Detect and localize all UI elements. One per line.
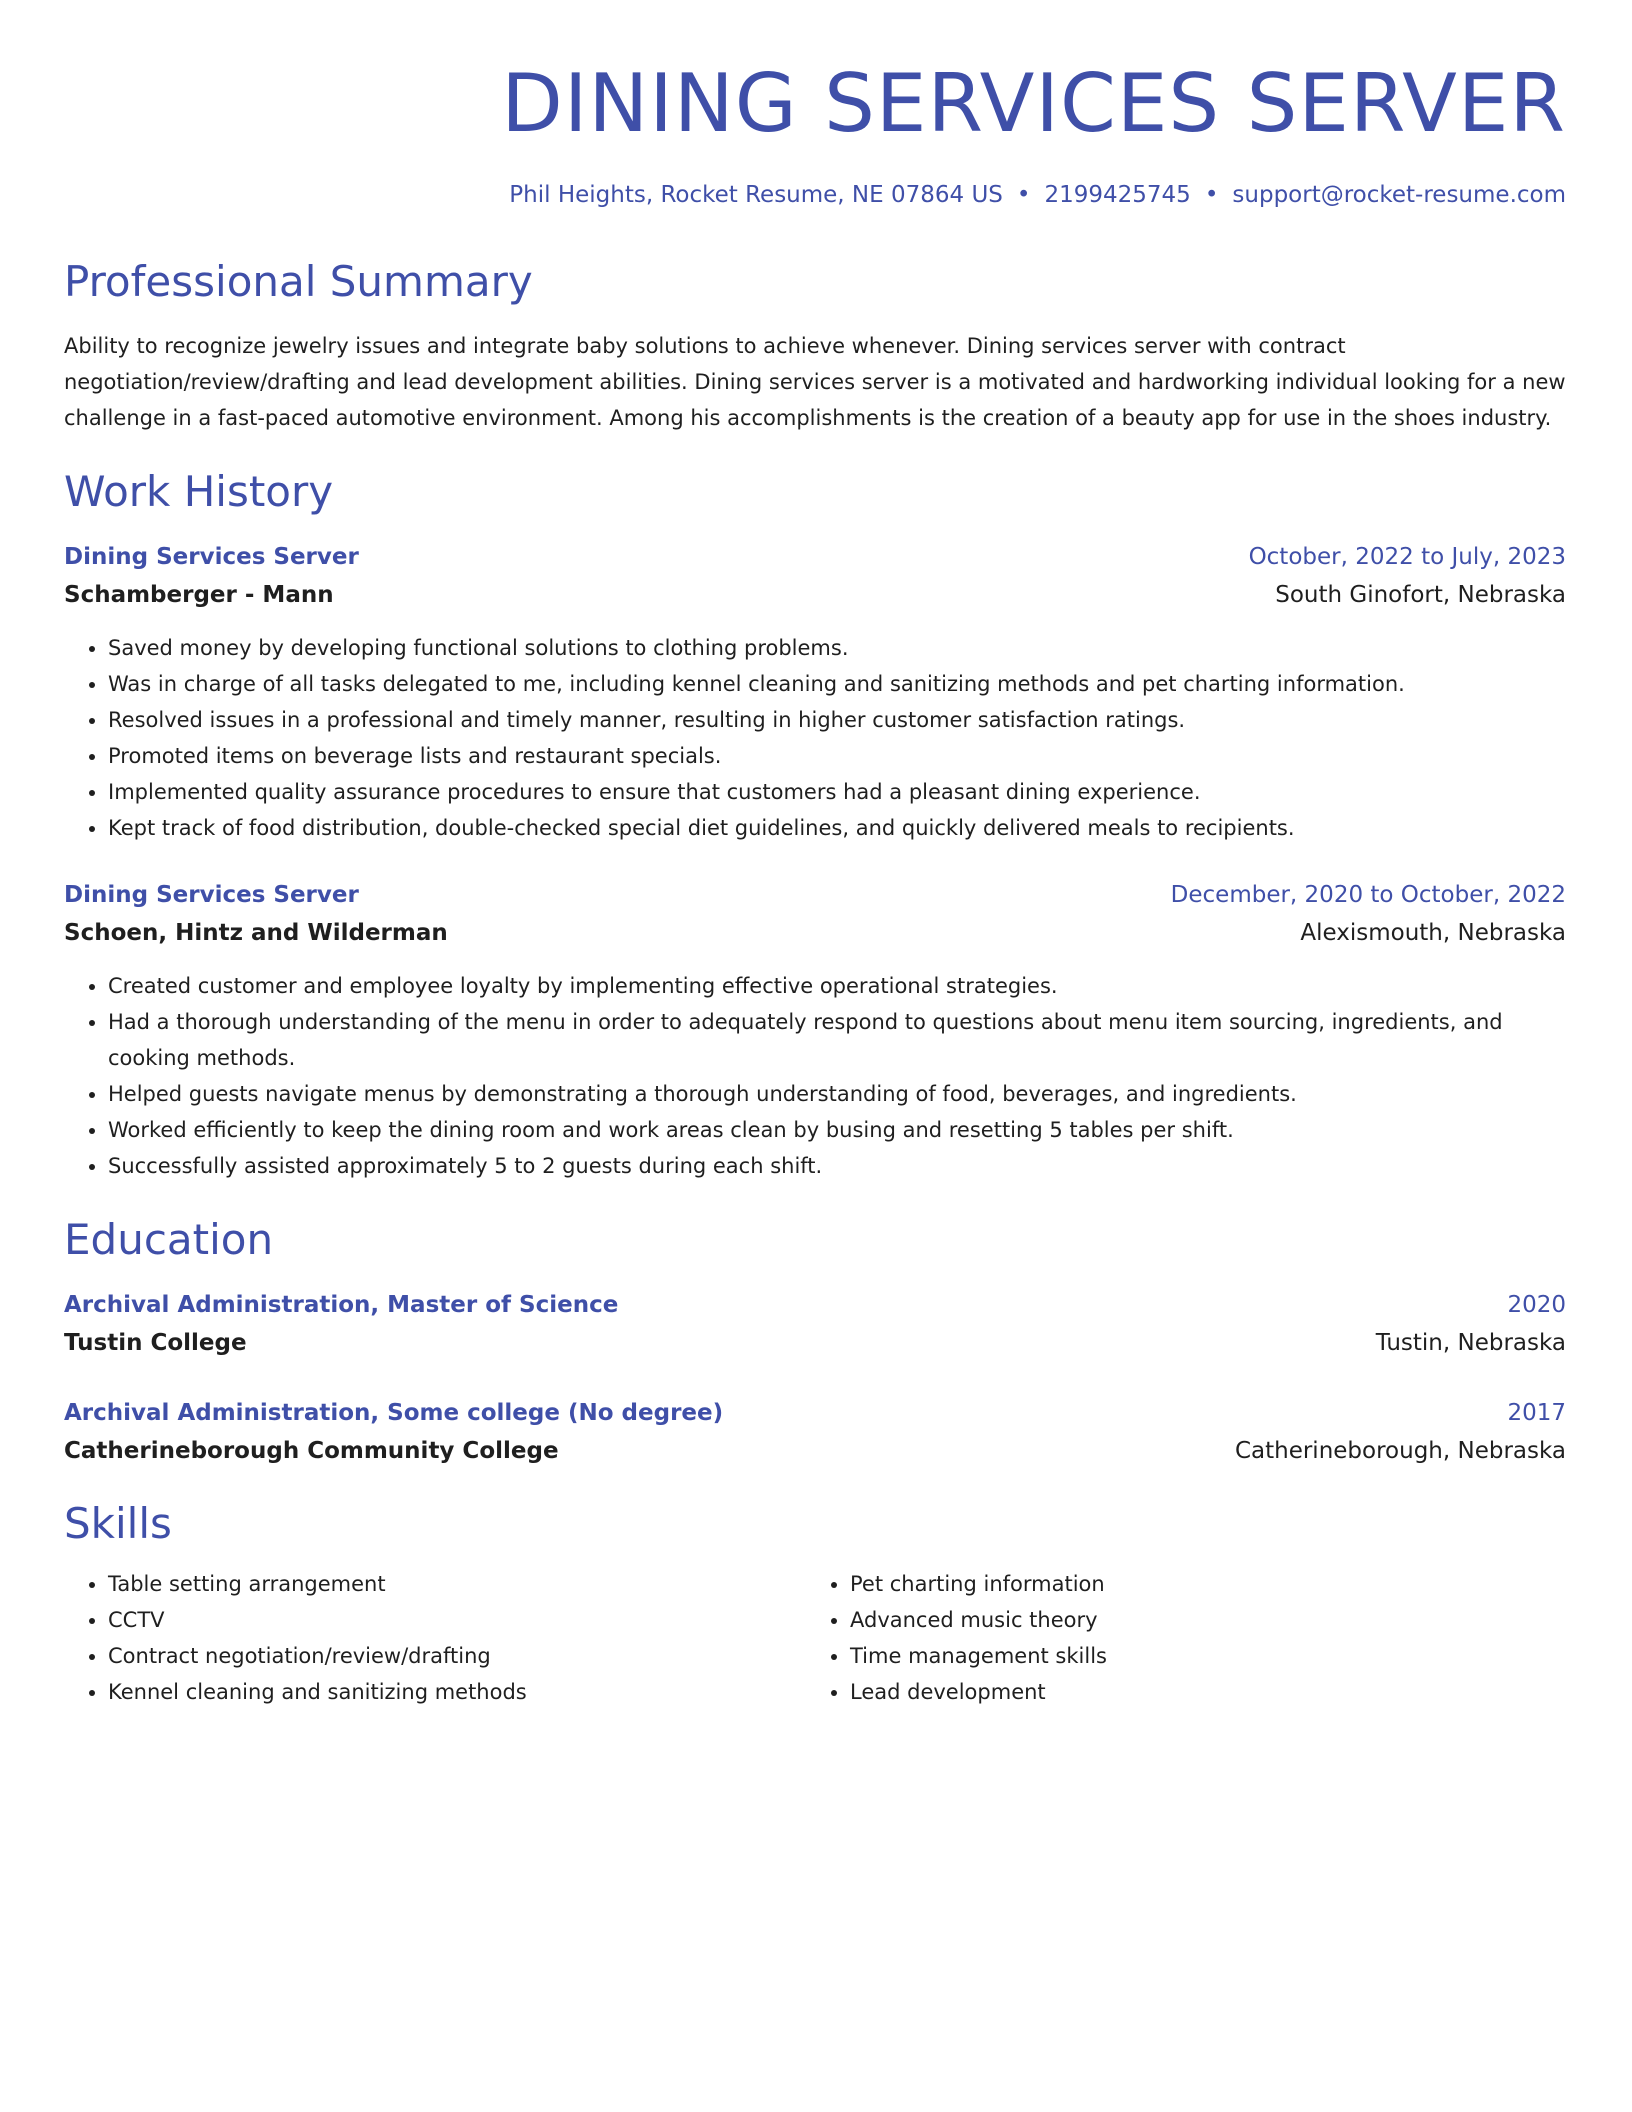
education-year: 2017 [1507,1400,1566,1426]
list-item: • Was in charge of all tasks delegated to me, including kennel cleaning and sanitizing methods and pet charting information. [108,666,1566,702]
education-heading: Education [64,1215,274,1264]
job-bullets [64,968,1566,1184]
summary-text: Ability to recognize jewelry issues and integrate baby solutions to achieve whenever. Dining services server with contract negotiation/review/drafting and lead development abilities. Dining services server is a motivated and hardworking individual looking for a new challenge in a fast-paced automotive environment. Among his accomplishments is the creation of a beauty app for use in the shoes industry. [64,334,1566,430]
skill-item: • Kennel cleaning and sanitizing methods [108,1674,806,1710]
list-item: • Had a thorough understanding of the menu in order to adequately respond to questions about menu item sourcing, ingredients, and cooking methods. [108,1004,1566,1076]
education-entry [64,1394,1566,1470]
job-entry [64,876,1566,1184]
contact-separator: • [1204,182,1219,208]
contact-separator: • [1016,182,1031,208]
skill-item: • Advanced music theory [850,1602,1548,1638]
list-item: • Worked efficiently to keep the dining room and work areas clean by busing and resetting 5 tables per shift. [108,1112,1566,1148]
education-degree: Archival Administration, Some college (No degree) [64,1400,724,1426]
skill-item: • Table setting arrangement [108,1566,806,1602]
list-item: • Resolved issues in a professional and timely manner, resulting in higher customer satisfaction ratings. [108,702,1566,738]
job-title: Dining Services Server [64,544,359,570]
list-item: • Helped guests navigate menus by demonstrating a thorough understanding of food, beverages, and ingredients. [108,1076,1566,1112]
resume-page [64,56,1566,1710]
skill-item: • Lead development [850,1674,1548,1710]
education-location: Catherineborough, Nebraska [1234,1438,1566,1464]
list-item: • Kept track of food distribution, double-checked special diet guidelines, and quickly delivered meals to recipients. [108,810,1566,846]
job-company: Schamberger - Mann [64,582,334,608]
education-entry [64,1286,1566,1362]
summary-section [64,256,1566,436]
job-location: Alexismouth, Nebraska [1300,920,1566,946]
education-school: Catherineborough Community College [64,1438,559,1464]
job-entry [64,538,1566,846]
job-dates: October, 2022 to July, 2023 [1248,544,1566,570]
education-section [64,1214,1566,1470]
skills-column-left [64,1566,806,1710]
skills-grid [64,1566,1566,1710]
contact-phone: 2199425745 [1044,182,1191,208]
skills-column-right [806,1566,1548,1710]
skill-item: • CCTV [108,1602,806,1638]
education-school: Tustin College [64,1330,247,1356]
resume-title: DINING SERVICES SERVER [501,57,1566,150]
skills-section [64,1498,1566,1710]
contact-address: Phil Heights, Rocket Resume, NE 07864 US [509,182,1003,208]
contact-line [64,180,1566,210]
list-item: • Implemented quality assurance procedures to ensure that customers had a pleasant dining experience. [108,774,1566,810]
job-title: Dining Services Server [64,882,359,908]
list-item: • Promoted items on beverage lists and restaurant specials. [108,738,1566,774]
skill-item: • Time management skills [850,1638,1548,1674]
job-dates: December, 2020 to October, 2022 [1170,882,1566,908]
list-item: • Created customer and employee loyalty by implementing effective operational strategies. [108,968,1566,1004]
list-item: • Successfully assisted approximately 5 to 2 guests during each shift. [108,1148,1566,1184]
skill-item: • Pet charting information [850,1566,1548,1602]
work-history-section [64,466,1566,1184]
education-year: 2020 [1507,1292,1566,1318]
education-degree: Archival Administration, Master of Science [64,1292,619,1318]
job-bullets [64,630,1566,846]
list-item: • Saved money by developing functional solutions to clothing problems. [108,630,1566,666]
job-company: Schoen, Hintz and Wilderman [64,920,448,946]
education-location: Tustin, Nebraska [1375,1330,1566,1356]
contact-email: support@rocket-resume.com [1232,182,1566,208]
work-history-heading: Work History [64,467,334,516]
skill-item: • Contract negotiation/review/drafting [108,1638,806,1674]
skills-heading: Skills [64,1499,172,1548]
summary-heading: Professional Summary [64,257,533,306]
job-location: South Ginofort, Nebraska [1275,582,1566,608]
